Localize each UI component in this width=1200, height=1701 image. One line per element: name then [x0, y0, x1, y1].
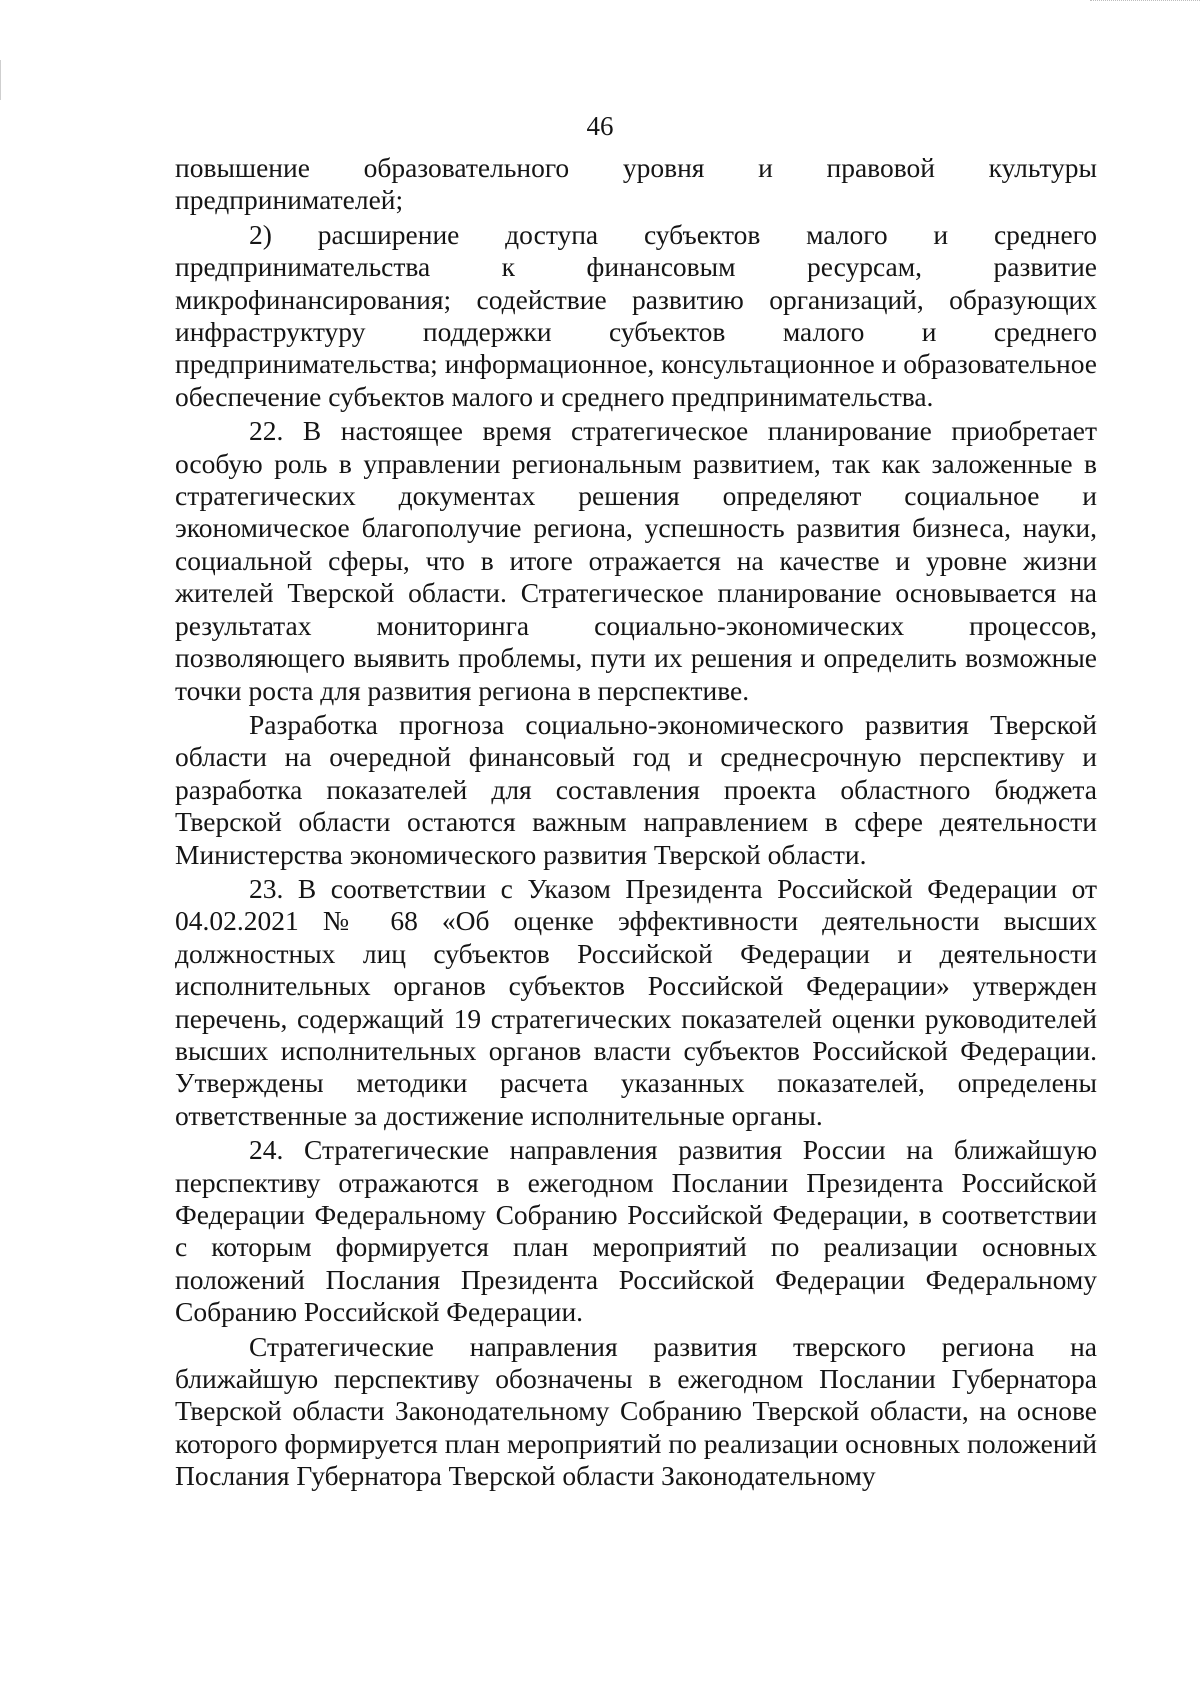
paragraph: 2) расширение доступа субъектов малого и среднего предпринимательства к финансовым ресурсам, развитие микрофинансирования; содействие развитию организаций, образующих инфраструктуру поддержки субъектов малого и среднего предпринимательства; информационное, консультационное и образовательное обеспечение субъектов малого и среднего предпринимательства.	[175, 218, 1097, 412]
paragraph: 24. Стратегические направления развития России на ближайшую перспективу отражаются в ежегодном Послании Президента Российской Федерации Федеральному Собранию Российской Федерации, в соответствии с которым формируется план мероприятий по реализации основных положений Послания Президента Российской Федерации Федеральному Собранию Российской Федерации.	[175, 1134, 1097, 1328]
paragraph: 23. В соответствии с Указом Президента Российской Федерации от 04.02.2021 № 68 «Об оценке эффективности деятельности высших должностных лиц субъектов Российской Федерации и деятельности исполнительных органов субъектов Российской Федерации» утвержден перечень, содержащий 19 стратегических показателей оценки руководителей высших исполнительных органов власти субъектов Российской Федерации. Утверждены методики расчета указанных показателей, определены ответственные за достижение исполнительные органы.	[175, 872, 1097, 1131]
document-body	[175, 152, 1097, 1493]
scan-edge-mark	[1090, 0, 1200, 4]
paragraph: 22. В настоящее время стратегическое планирование приобретает особую роль в управлении региональным развитием, так как заложенные в стратегических документах решения определяют социальное и экономическое благополучие региона, успешность развития бизнеса, науки, социальной сферы, что в итоге отражается на качестве и уровне жизни жителей Тверской области. Стратегическое планирование основывается на результатах мониторинга социально-экономических процессов, позволяющего выявить проблемы, пути их решения и определить возможные точки роста для развития региона в перспективе.	[175, 415, 1097, 706]
paragraph: Стратегические направления развития тверского региона на ближайшую перспективу обозначены в ежегодном Послании Губернатора Тверской области Законодательному Собранию Тверской области, на основе которого формируется план мероприятий по реализации основных положений Послания Губернатора Тверской области Законодательному	[175, 1330, 1097, 1492]
scan-edge-mark-left	[0, 60, 1, 100]
page-number: 46	[586, 111, 614, 141]
paragraph: Разработка прогноза социально-экономического развития Тверской области на очередной финансовый год и среднесрочную перспективу и разработка показателей для составления проекта областного бюджета Тверской области остаются важным направлением в сфере деятельности Министерства экономического развития Тверской области.	[175, 708, 1097, 870]
paragraph: повышение образовательного уровня и правовой культуры предпринимателей;	[175, 152, 1097, 216]
